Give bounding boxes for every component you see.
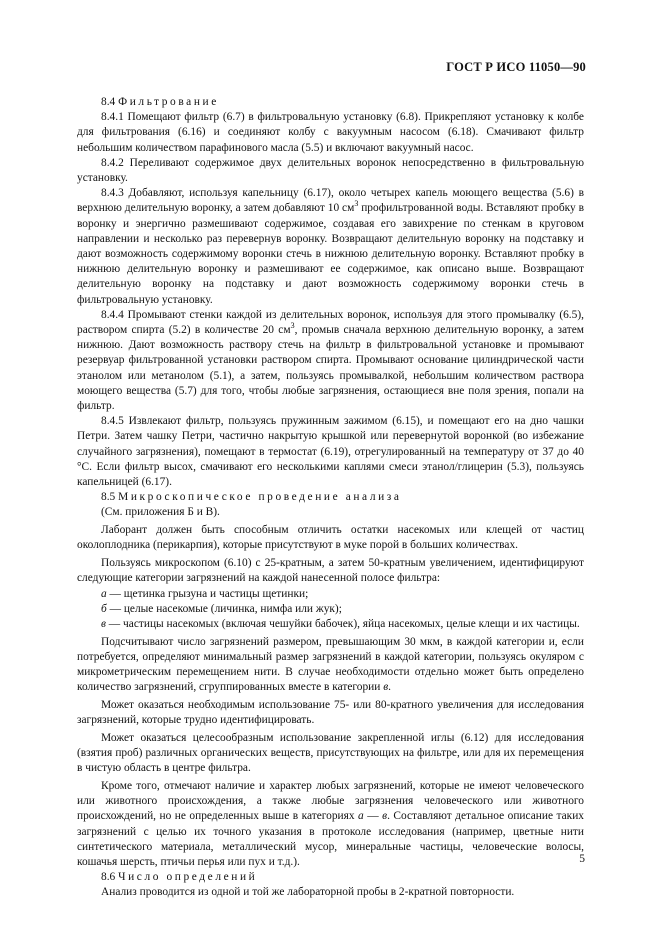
section-title: Фильтрование bbox=[118, 96, 219, 108]
paragraph-8-4-1: 8.4.1 Помещают фильтр (6.7) в фильтровальную установку (6.8). Прикрепляют установку к колбе для фильтрования (6.16) и соединяют колбу с вакуумным насосом (6.18). Смачивают фильтр небольшим количеством парафинового масла (5.5) и включают вакуумный насос. bbox=[77, 111, 584, 154]
section-heading-8-4 bbox=[77, 95, 584, 110]
paragraph-8-4-2: 8.4.2 Переливают содержимое двух делительных воронок непосредственно в фильтровальную установку. bbox=[77, 156, 584, 185]
category-a: а — щетинка грызуна и частицы щетинки; bbox=[101, 587, 309, 600]
paragraph-lab-technician: Лаборант должен быть способным отличить остатки насекомых или клещей от частиц околоплодника (перикарпия), которые присутствуют в муке порой в больших количествах. bbox=[77, 524, 584, 552]
paragraph-microscope: Пользуясь микроскопом (6.10) с 25-кратным, а затем 50-кратным увеличением, идентифицируют следующие категории загрязнений на каждой нанесенной полосе фильтра: bbox=[77, 557, 584, 585]
paragraph-8-4-5: 8.4.5 Извлекают фильтр, пользуясь пружинным зажимом (6.15), и помещают его на дно чашки Петри. Затем чашку Петри, частично накрытую крышкой или перевернутой воронкой (во избежание случайного загрязнения), помещают в термостат (6.19), отрегулированный на температуру от 37 до 40 °С. Если фильтр высох, смачивают его несколькими каплями смеси этанол/глицерин (5.3), пользуясь капельницей (6.17). bbox=[77, 415, 584, 489]
paragraph-8-4-4: 8.4.4 Промывают стенки каждой из делительных воронок, используя для этого промывалку (6.5), раствором спирта (5.2) в количестве 20 $см^3$, промыв сначала верхнюю делительную воронку, а затем нижнюю. Дают возможность раствору стечь на фильтр в фильтровальной установке и промывают резервуар фильтрованной установки раствором спирта. Промывают основание цилиндрической части этанолом или метанолом (5.1), а затем, пользуясь промывалкой, небольшим количеством раствора моющего вещества (5.7) для того, чтобы любые загрязнения, остающиеся вне поля зрения, попали на фильтр. bbox=[77, 308, 584, 413]
paragraph-needle: Может оказаться целесообразным использование закрепленной иглы (6.12) для исследования (взятия проб) различных органических веществ, присутствующих на фильтре, или для их перемещения в чистую область в центре фильтра. bbox=[77, 731, 584, 775]
document-header: ГОСТ Р ИСО 11050—90 bbox=[446, 60, 586, 74]
section-title: Микроскопическое проведение анализа bbox=[118, 491, 402, 504]
section-number: 8.6 bbox=[101, 871, 116, 884]
category-b: б — целые насекомые (личинка, нимфа или жук); bbox=[101, 602, 342, 615]
paragraph-8-4-3: 8.4.3 Добавляют, используя капельницу (6.17), около четырех капель моющего вещества (5.6) в верхнюю делительную воронку, а затем добавляют 10 $см^3$ профильтрованной воды. Вставляют пробку в воронку и энергично размешивают содержимое, создавая его завихрение по стенкам в круговом направлении и несколько раз перевернув воронку. Возвращают делительную воронку на подставку и дают возможность содержимому воронки стечь в нижнюю делительную воронку. Вставляют пробку в нижнюю делительную воронку и размешивают ее содержимое, как описано выше. Возвращают делительную воронку на подставку и дают возможность содержимому воронки стечь в фильтровальную установку. bbox=[77, 187, 584, 306]
document-body bbox=[77, 95, 584, 901]
section-number: 8.5 bbox=[101, 491, 116, 504]
section-title: Число определений bbox=[118, 871, 258, 884]
section-heading-8-5 bbox=[77, 490, 584, 505]
appendix-reference: (См. приложения Б и В). bbox=[101, 506, 220, 519]
paragraph-magnification: Может оказаться необходимым использование 75- или 80-кратного увеличения для исследования загрязнений, которые трудно идентифицировать. bbox=[77, 698, 584, 727]
section-number: 8.4 bbox=[101, 96, 116, 108]
paragraph-count: Подсчитывают число загрязнений размером, превышающим 30 мкм, в каждой категории и, если потребуется, определяют минимальный размер загрязнений в каждой категории, пользуясь окуляром с микрометрическим перемещением нити. В случае необходимости отдельно может быть определено количество загрязнений, сгруппированных вместе в категории в. bbox=[77, 635, 584, 694]
paragraph-8-6: Анализ проводится из одной и той же лабораторной пробы в 2-кратной повторности. bbox=[101, 886, 515, 899]
section-heading-8-6 bbox=[77, 870, 584, 885]
category-v: в — частицы насекомых (включая чешуйки бабочек), яйца насекомых, целые клещи и их частицы. bbox=[101, 617, 580, 630]
page-number: 5 bbox=[579, 853, 585, 865]
paragraph-other-contaminants: Кроме того, отмечают наличие и характер любых загрязнений, которые не имеют человеческого или животного происхождения, а также любые загрязнения человеческого или животного происхождений, но не определенных выше в категориях а — в. Составляют детальное описание таких загрязнений с целью их точного указания в протоколе исследования (например, цветные нити синтетического материала, металлический мусор, минеральные частицы, человеческие волосы, кошачья шерсть, птичьи перья или пух и т.д.). bbox=[77, 779, 584, 868]
